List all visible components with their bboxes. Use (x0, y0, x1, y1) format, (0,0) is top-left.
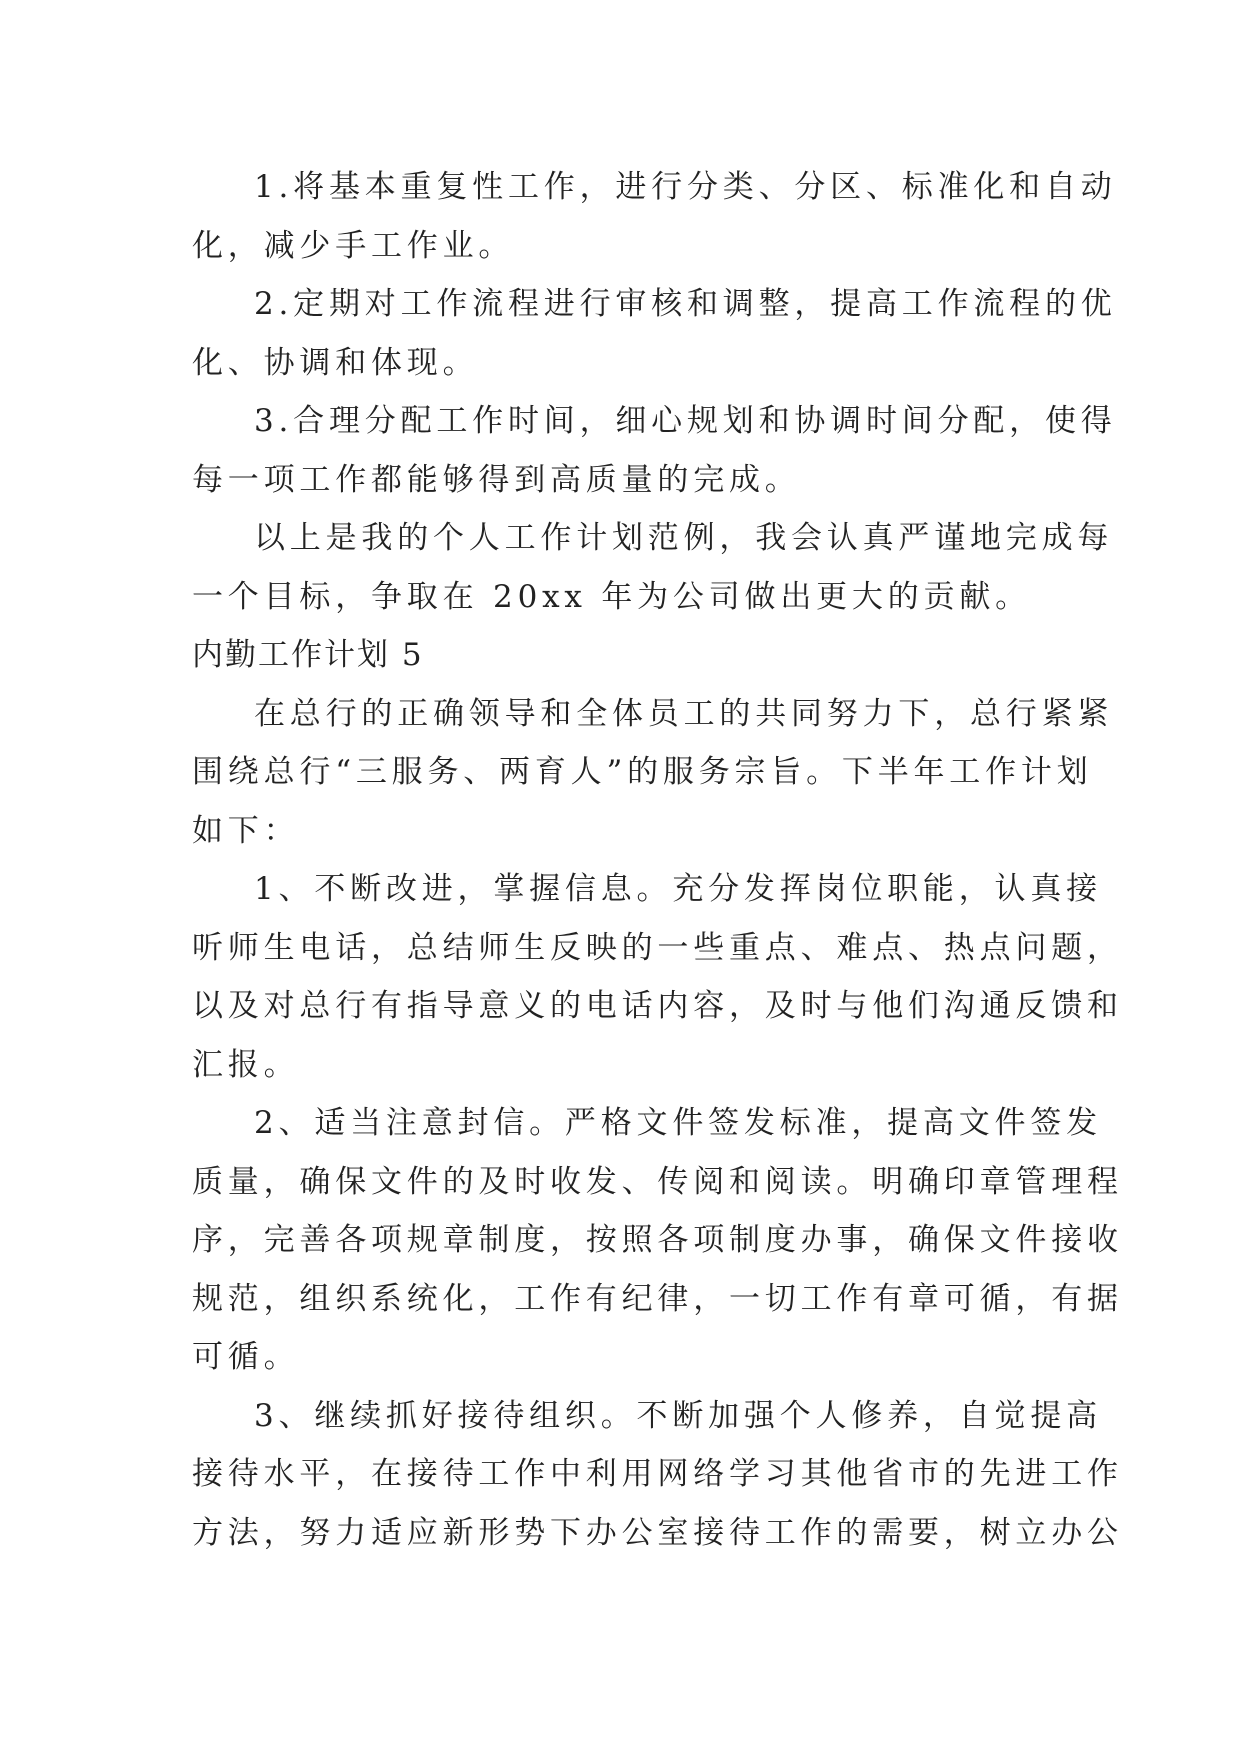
text-line: 以上是我的个人工作计划范例，我会认真严谨地完成每 (254, 520, 1114, 556)
text-line: 如下： (192, 812, 300, 849)
section-heading: 内勤工作计划 5 (192, 637, 424, 673)
text-line: 一个目标，争取在 20xx 年为公司做出更大的贡献。 (192, 578, 1031, 615)
text-line: 3、继续抓好接待组织。不断加强个人修养，自觉提高 (254, 1397, 1102, 1434)
text-line: 序，完善各项规章制度，按照各项制度办事，确保文件接收 (192, 1222, 1123, 1258)
text-line: 方法，努力适应新形势下办公室接待工作的需要，树立办公 (192, 1514, 1123, 1551)
text-line: 汇报。 (192, 1046, 300, 1083)
text-line: 2、适当注意封信。严格文件签发标准，提高文件签发 (254, 1105, 1102, 1141)
text-line: 接待水平，在接待工作中利用网络学习其他省市的先进工作 (192, 1456, 1123, 1492)
text-line: 3.合理分配工作时间，细心规划和协调时间分配，使得 (254, 403, 1117, 439)
text-line: 以及对总行有指导意义的电话内容，及时与他们沟通反馈和 (192, 988, 1123, 1024)
document-body (192, 158, 1123, 1562)
text-line: 听师生电话，总结师生反映的一些重点、难点、热点问题， (192, 929, 1123, 966)
text-line: 1.将基本重复性工作，进行分类、分区、标准化和自动 (254, 169, 1117, 205)
text-line: 2.定期对工作流程进行审核和调整，提高工作流程的优 (254, 286, 1117, 322)
text-line: 质量，确保文件的及时收发、传阅和阅读。明确印章管理程 (192, 1163, 1123, 1200)
text-line: 规范，组织系统化，工作有纪律，一切工作有章可循，有据 (192, 1280, 1123, 1317)
text-line: 化，减少手工作业。 (192, 227, 515, 264)
text-line: 可循。 (192, 1339, 300, 1375)
text-line: 围绕总行“三服务、两育人”的服务宗旨。下半年工作计划 (192, 754, 1093, 790)
text-line: 每一项工作都能够得到高质量的完成。 (192, 461, 801, 498)
text-line: 化、协调和体现。 (192, 344, 479, 381)
text-line: 在总行的正确领导和全体员工的共同努力下，总行紧紧 (254, 695, 1114, 732)
text-line: 1、不断改进，掌握信息。充分发挥岗位职能，认真接 (254, 871, 1102, 907)
